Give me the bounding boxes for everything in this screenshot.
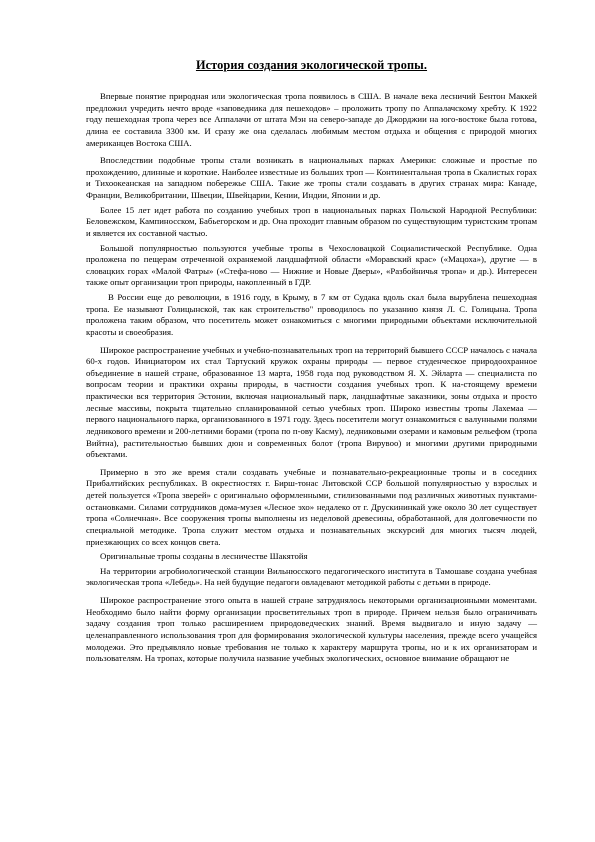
document-body xyxy=(86,91,537,665)
paragraph-appalachian-trail: Впервые понятие природная или экологическая тропа появилось в США. В начале века лесничий Бентон Маккей предложил учредить нечто вроде «заповедника для пешеходов» – проложить тропу по Аппалачскому хребту. К 1922 году пешеходная тропа через все Аппалачи от штата Мэн на северо-западе до Джорджии на юго-востоке была готова, длина ее составила 3300 км. И сразу же она сделалась любимым местом отдыха и общения с природой многих американцев Востока США. xyxy=(86,91,537,148)
paragraph-ussr-estonia: Широкое распространение учебных и учебно-познавательных троп на территорий бывшего СССР началось с начала 60-х годов. Инициатором их стал Тартуский кружок охраны природы — первое студенческое природоохранное объединение в нашей стране, образованное 13 марта, 1958 года под руководством Я. Х. Эйларта — специалиста по вопросам теории и практики охраны природы, в частности создания учебных троп. К на-стоящему времени практически вся территория Эстонии, включая национальный парк, ландшафтные заказники, зоны отдыха и просто лесные массивы, покрыта тщательно спланированной сетью учебных троп. Широко известны тропы Лахемаа — первого национального парка, организованного в 1971 году. Здесь посетители могут ознакомиться с валунными полями ледникового времени и 200-летними борами (тропа по п-ову Касму), ледниковыми озерами и камовым рельефом (тропа Вийтна), растительностью бывших дюн и современных болот (тропа Вирувоо) и многими другими природными объектами. xyxy=(86,344,537,460)
paragraph-national-parks: Впоследствии подобные тропы стали возникать в национальных парках Америки: сложные и простые по прохождению, длинные и короткие. Наиболее известные из больших троп — Континентальная тропа в Скалистых горах и Тихоокеанская на западном побережье США. Такие же тропы стали создавать в других странах мира: Канаде, Франции, Великобритании, Швеции, Швейцарии, Кении, Индии, Японии и др. xyxy=(86,155,537,200)
paragraph-ecological-culture: Широкое распространение этого опыта в нашей стране затруднялось некоторыми организационными моментами. Необходимо было найти форму организации просветительных троп в природе. Причем нельзя было ограничивать задачу создания троп только расширением природоведческих знаний. Время выдвигало и иную задачу — целенаправленного использования троп для формирования экологической культуры населения, прежде всего учащейся молодежи. Это предъявляло новые требования не только к характеру маршрута тропы, но и к их организаторам и пользователям. На тропах, которые получила название учебных экологических, основное внимание обращают не xyxy=(86,595,537,664)
document-title: История создания экологической тропы. xyxy=(195,58,428,72)
paragraph-baltic-republics: Примерно в это же время стали создавать учебные и познавательно-рекреационные тропы и в соседних Прибалтийских республиках. В окрестностях г. Бирш-тонас Литовской ССР большой популярностью у взрослых и детей пользуется «Тропа зверей» с оригинально оформленными, стилизованными под различных животных пунктами-остановками. Силами сотрудников дома-музея «Лесное эхо» недалеко от г. Друскининкай уже около 30 лет существует тропа «Солнечная». Все сооружения тропы выполнены из неделовой древесины, обработанной, для долговечности по специальной методике. Тропа служит местом отдыха и познавательных экскурсий для многих тысяч людей, приезжающих со всех концов света. xyxy=(86,466,537,547)
paragraph-vilnius-station: На территории агробиологической станции Вильнюсского педагогического института в Тамошаве создана учебная экологическая тропа «Лебедь». На ней будущие педагоги овладевают методикой работы с детьми в природе. xyxy=(86,565,537,588)
paragraph-poland: Более 15 лет идет работа по созданию учебных троп в национальных парках Польской Народной Республики: Беловежском, Кампиносском, Бабьегорском и др. Она проходит главным образом по существующим туристским тропам и является их составной частью. xyxy=(86,204,537,238)
paragraph-czechoslovakia: Большой популярностью пользуются учебные тропы в Чехословацкой Социалистической Республике. Одна проложена по пещерам отреченной охраняемой ландшафтной области «Моравский крас» («Мацоха»), другие — в словацких горах «Малой Фатры» («Стефа-ново — Нижние и Новые Дверы», «Разбойничья тропа» и др.). Интересен также опыт организации троп природы, накопленный в ГДР. xyxy=(86,242,537,288)
paragraph-shakyatoya: Оригинальные тропы созданы в лесничестве Шакятойя xyxy=(100,551,308,562)
paragraph-russia: В России еще до революции, в 1916 году, в Крыму, в 7 км от Судака вдоль скал была вырублена пешеходная тропа. Ее называют Голицынской, так как строительство" проводилось по указанию князя Л. С. Голицына. Тропа проложена таким образом, что посетитель может ознакомиться с многими природными объектами исключительной красоты и своеобразия. xyxy=(86,292,537,337)
